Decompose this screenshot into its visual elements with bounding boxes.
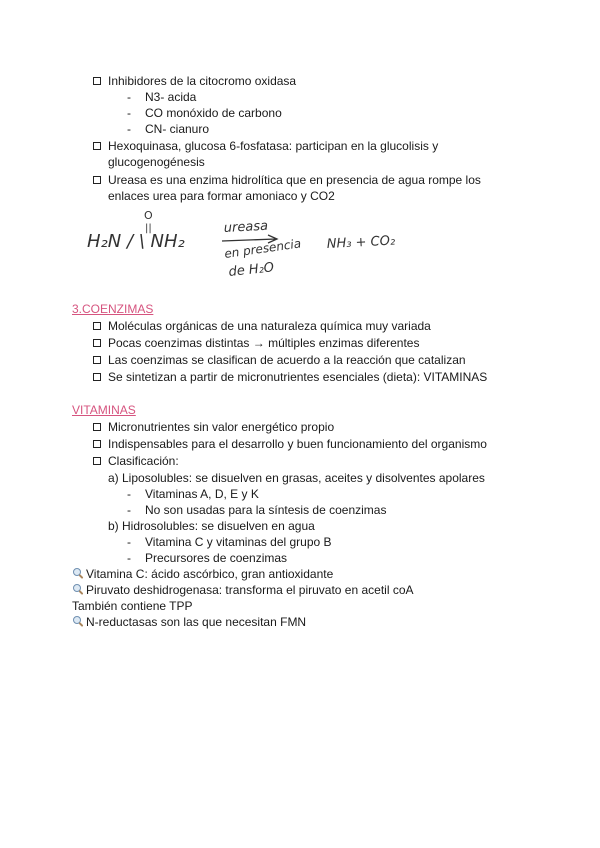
handwritten-reaction: [0, 205, 600, 285]
checkbox-icon: [93, 457, 101, 465]
item-text: No son usadas para la síntesis de coenzimas: [145, 503, 387, 517]
dash-bullet: -: [127, 106, 131, 120]
item-text-continuation: glucogenogénesis: [108, 155, 205, 169]
item-text: Micronutrientes sin valor energético propio: [108, 420, 335, 434]
magnifier-icon: [72, 567, 85, 579]
arrow-bottom-label-1: en presencia: [223, 236, 302, 261]
item-text: Precursores de coenzimas: [145, 551, 288, 565]
item-text: Vitamina C y vitaminas del grupo B: [145, 535, 332, 549]
checkbox-icon: [93, 339, 101, 347]
checkbox-icon: [93, 423, 101, 431]
checkbox-icon: [93, 440, 101, 448]
product-formula: NH₃ + CO₂: [326, 233, 396, 252]
dash-bullet: -: [127, 122, 131, 136]
item-text: Pocas coenzimas distintas → múltiples enzimas diferentes: [108, 336, 420, 350]
magnifier-icon: [72, 583, 85, 595]
item-text: Vitaminas A, D, E y K: [145, 487, 259, 501]
note-n-reductasas: [72, 614, 306, 630]
magnifier-icon: [72, 615, 85, 627]
arrow-top-label: ureasa: [223, 218, 269, 236]
dash-bullet: -: [127, 90, 131, 104]
checkbox-icon: [93, 142, 101, 150]
reactant-double-bond: ||: [145, 223, 152, 234]
item-text: Clasificación:: [108, 454, 179, 468]
dash-bullet: -: [127, 487, 131, 501]
note-text: Piruvato deshidrogenasa: transforma el piruvato en acetil coA: [86, 583, 414, 597]
dash-bullet: -: [127, 503, 131, 517]
checkbox-icon: [93, 356, 101, 364]
item-text: Las coenzimas se clasifican de acuerdo a la reacción que catalizan: [108, 353, 466, 367]
dash-bullet: -: [127, 535, 131, 549]
item-text-continuation: enlaces urea para formar amoniaco y CO2: [108, 189, 335, 203]
item-text: Indispensables para el desarrollo y buen funcionamiento del organismo: [108, 437, 487, 451]
item-text: Moléculas orgánicas de una naturaleza química muy variada: [108, 319, 431, 333]
note-piruvato: [72, 582, 414, 598]
note-vitamina-c: [72, 566, 333, 582]
item-text: N3- acida: [145, 90, 197, 104]
checkbox-icon: [93, 322, 101, 330]
arrow-bottom-label-2: de H₂O: [227, 260, 275, 280]
dash-bullet: -: [127, 551, 131, 565]
note-text: N-reductasas son las que necesitan FMN: [86, 615, 307, 629]
item-text: Ureasa es una enzima hidrolítica que en presencia de agua rompe los: [108, 173, 481, 187]
note-tpp: También contiene TPP: [72, 599, 193, 613]
checkbox-icon: [93, 176, 101, 184]
sublist-label-hidrosolubles: b) Hidrosolubles: se disuelven en agua: [108, 519, 315, 533]
item-text: Inhibidores de la citocromo oxidasa: [108, 74, 297, 88]
checkbox-icon: [93, 77, 101, 85]
note-text: Vitamina C: ácido ascórbico, gran antioxidante: [86, 567, 334, 581]
item-text: CN- cianuro: [145, 122, 210, 136]
reactant-formula: H₂N / \ NH₂: [87, 231, 185, 252]
item-text: CO monóxido de carbono: [145, 106, 282, 120]
section-heading-vitaminas: VITAMINAS: [72, 403, 136, 417]
item-text: Hexoquinasa, glucosa 6-fosfatasa: participan en la glucolisis y: [108, 139, 439, 153]
sublist-label-liposolubles: a) Liposolubles: se disuelven en grasas, aceites y disolventes apolares: [108, 471, 485, 485]
item-text: Se sintetizan a partir de micronutrientes esenciales (dieta): VITAMINAS: [108, 370, 488, 384]
section-heading-coenzimas: 3.COENZIMAS: [72, 302, 154, 316]
reactant-oxygen: O: [144, 209, 153, 222]
checkbox-icon: [93, 373, 101, 381]
